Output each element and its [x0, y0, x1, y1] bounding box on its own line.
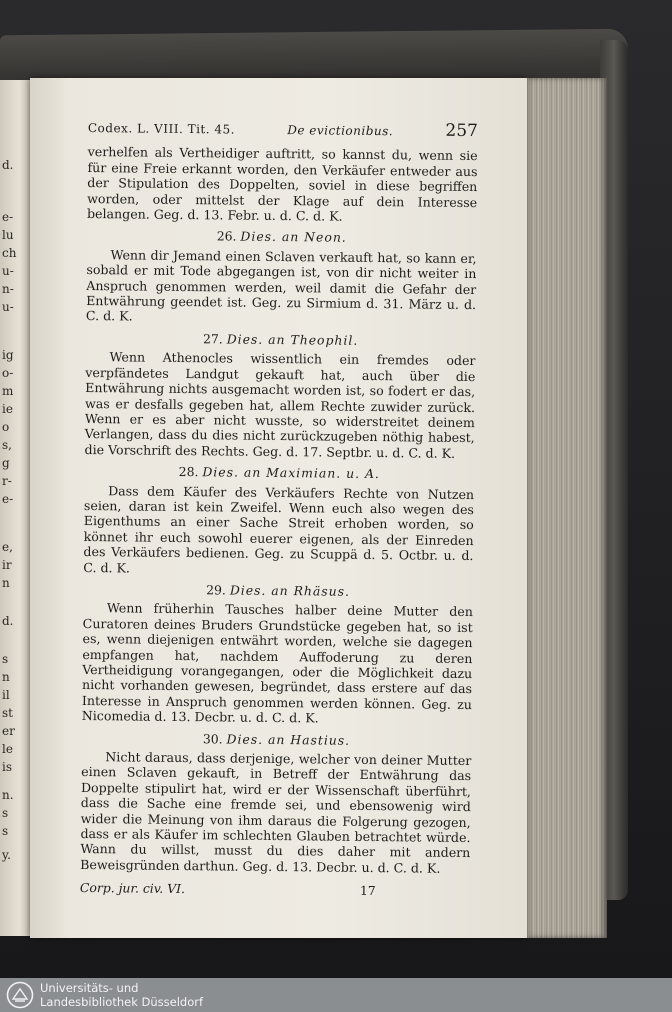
left-page-text-fragment: y. [2, 848, 11, 862]
left-page-text-fragment: ch [2, 246, 17, 260]
left-page-text-fragment: r- [2, 474, 12, 488]
library-name-line1: Universitäts- und [40, 981, 139, 995]
section-number: 29. [206, 582, 226, 598]
left-page-text-fragment: st [2, 706, 13, 720]
section-title: Dies. an Hastius. [226, 731, 351, 748]
section-number: 28. [178, 464, 199, 480]
left-page-text-fragment: lu [2, 228, 14, 242]
section-text-30: Nicht daraus, dass derjenige, welcher von deiner Mutter einen Sclaven gekauft, in Betreff der Entwährung das Doppelte stipulirt hat, wird er der Wissenschaft überführt, dass die Sache eine fremde sei, und ebensowenig wird wider die Meinung von ihm daraus die Folgerung gezogen, dass er als Käufer im schlechten Glauben betrachtet würde. Wann du willst, musst du dies daher mit andern Beweisgründen darthun. Geg. d. 13. Decbr. u. d. C. d. K. [80, 749, 472, 876]
left-page-text-fragment: d. [2, 158, 14, 172]
section-title: Dies. an Theophil. [226, 331, 359, 348]
library-name [40, 981, 203, 1009]
sheet-number: 17 [359, 883, 376, 899]
library-banner [0, 978, 672, 1012]
left-page-text-fragment: o [2, 420, 10, 434]
section-heading-29 [83, 581, 473, 600]
library-name-line2: Landesbibliothek Düsseldorf [40, 995, 204, 1009]
left-page-text-fragment: m [2, 384, 14, 398]
left-page-text-fragment: ie [2, 402, 13, 416]
left-page-text-fragment: n. [2, 788, 14, 802]
signature-mark: Corp. jur. civ. VI. [79, 880, 186, 897]
section-number: 30. [202, 730, 223, 747]
left-page-text-fragment: is [2, 760, 12, 774]
running-title: Codex. L. VIII. Tit. 45. [87, 120, 236, 137]
right-page [30, 78, 527, 938]
left-page-text-fragment: ir [2, 558, 12, 572]
page-footer [80, 880, 470, 899]
left-page-text-fragment: u- [2, 300, 14, 314]
section-title: Dies. an Maximian. u. A. [202, 464, 380, 482]
left-page-text-fragment: er [2, 724, 15, 738]
page-text [80, 120, 478, 900]
section-text-26: Wenn dir Jemand einen Sclaven verkauft hat, so kann er, sobald er mit Tode abgegangen ist, von dir nicht weiter in Anspruch genommen werden, weil damit die Gefahr der Entwährung geendet ist. Geg. zu Sirmium d. 31. März u. d. C. d. K. [85, 247, 477, 324]
left-page-text-fragment: n- [2, 282, 14, 296]
page-edges [515, 78, 607, 938]
left-page-text-fragment: s [2, 806, 9, 820]
section-text-29: Wenn früherhin Tausches halber deine Mutter den Curatoren deines Bruders Grundstücke gegeben hat, so ist es, wenn diejenigen entwährt worden, welche sie dagegen empfangen hat, nachdem Auffoderung zu deren Vertheidigung vorangegangen, oder die Möglichkeit dazu nicht vorhanden gewesen, begründet, dass erstere auf das Interesse in Anspruch genommen werden können. Geg. zu Nicomedia d. 13. Decbr. u. d. C. d. K. [81, 600, 473, 726]
ulb-logo-icon [6, 981, 34, 1009]
left-page-text-fragment: le [2, 742, 13, 756]
left-page-text-fragment: e- [2, 492, 14, 506]
left-page-fragment [0, 80, 32, 936]
left-page-text-fragment: n [2, 670, 10, 684]
section-heading-27 [86, 330, 476, 349]
left-page-text-fragment: n [2, 576, 10, 590]
left-page-text-fragment: o- [2, 366, 14, 380]
left-page-text-fragment: g [2, 456, 10, 470]
left-page-text-fragment: u- [2, 264, 14, 278]
section-title: Dies. an Neon. [240, 229, 347, 246]
left-page-text-fragment: s [2, 824, 9, 838]
section-text-27: Wenn Athenocles wissentlich ein fremdes oder verpfändetes Landgut gekauft hat, auch über die Entwährung nichts ausgemacht worden ist, so fodert er das, was er desfalls gegeben hat, allem Rechte zuwider zurück. Wenn er es aber nicht wusste, so widerstreitet deinem Verlangen, dass du dies nicht zurückzugeben nöthig habest, die Vorschrift des Rechts. Geg. d. 17. Septbr. u. d. C. d. K. [84, 349, 476, 461]
left-page-text-fragment: ig [2, 348, 14, 362]
section-text-28: Dass dem Käufer des Verkäufers Rechte von Nutzen seien, daran ist kein Zweifel. Wenn euch also wegen des Eigenthums an einer Sache Streit erhoben worden, so könnet ihr euch sowohl euerer eigenen, als der Einreden des Verkäufers bedienen. Geg. zu Scuppä d. 5. Octbr. u. d. C. d. K. [83, 482, 475, 576]
left-page-text-fragment: d. [2, 614, 14, 628]
left-page-text-fragment: s, [2, 438, 12, 452]
section-number: 27. [202, 331, 223, 347]
left-page-text-fragment: il [2, 688, 10, 702]
intro-paragraph: verhelfen als Vertheidiger auftritt, so kannst du, wenn sie für eine Freie erkannt worden, den Verkäufer entweder aus der Stipulation des Doppelten, soviel in diese begriffen worden, oder mittelst der Klage auf dein Interesse belangen. Geg. d. 13. Febr. u. d. C. d. K. [86, 144, 478, 224]
section-heading-28 [84, 463, 474, 482]
left-page-text-fragment: e, [2, 540, 13, 554]
running-header [88, 120, 478, 140]
section-number: 26. [216, 228, 237, 244]
page-number: 257 [445, 120, 479, 142]
running-subject: De evictionibus. [287, 123, 394, 139]
section-title: Dies. an Rhäsus. [229, 582, 351, 599]
section-heading-30 [81, 730, 471, 749]
section-heading-26 [87, 227, 477, 246]
left-page-text-fragment: e- [2, 210, 14, 224]
left-page-text-fragment: s [2, 652, 9, 666]
